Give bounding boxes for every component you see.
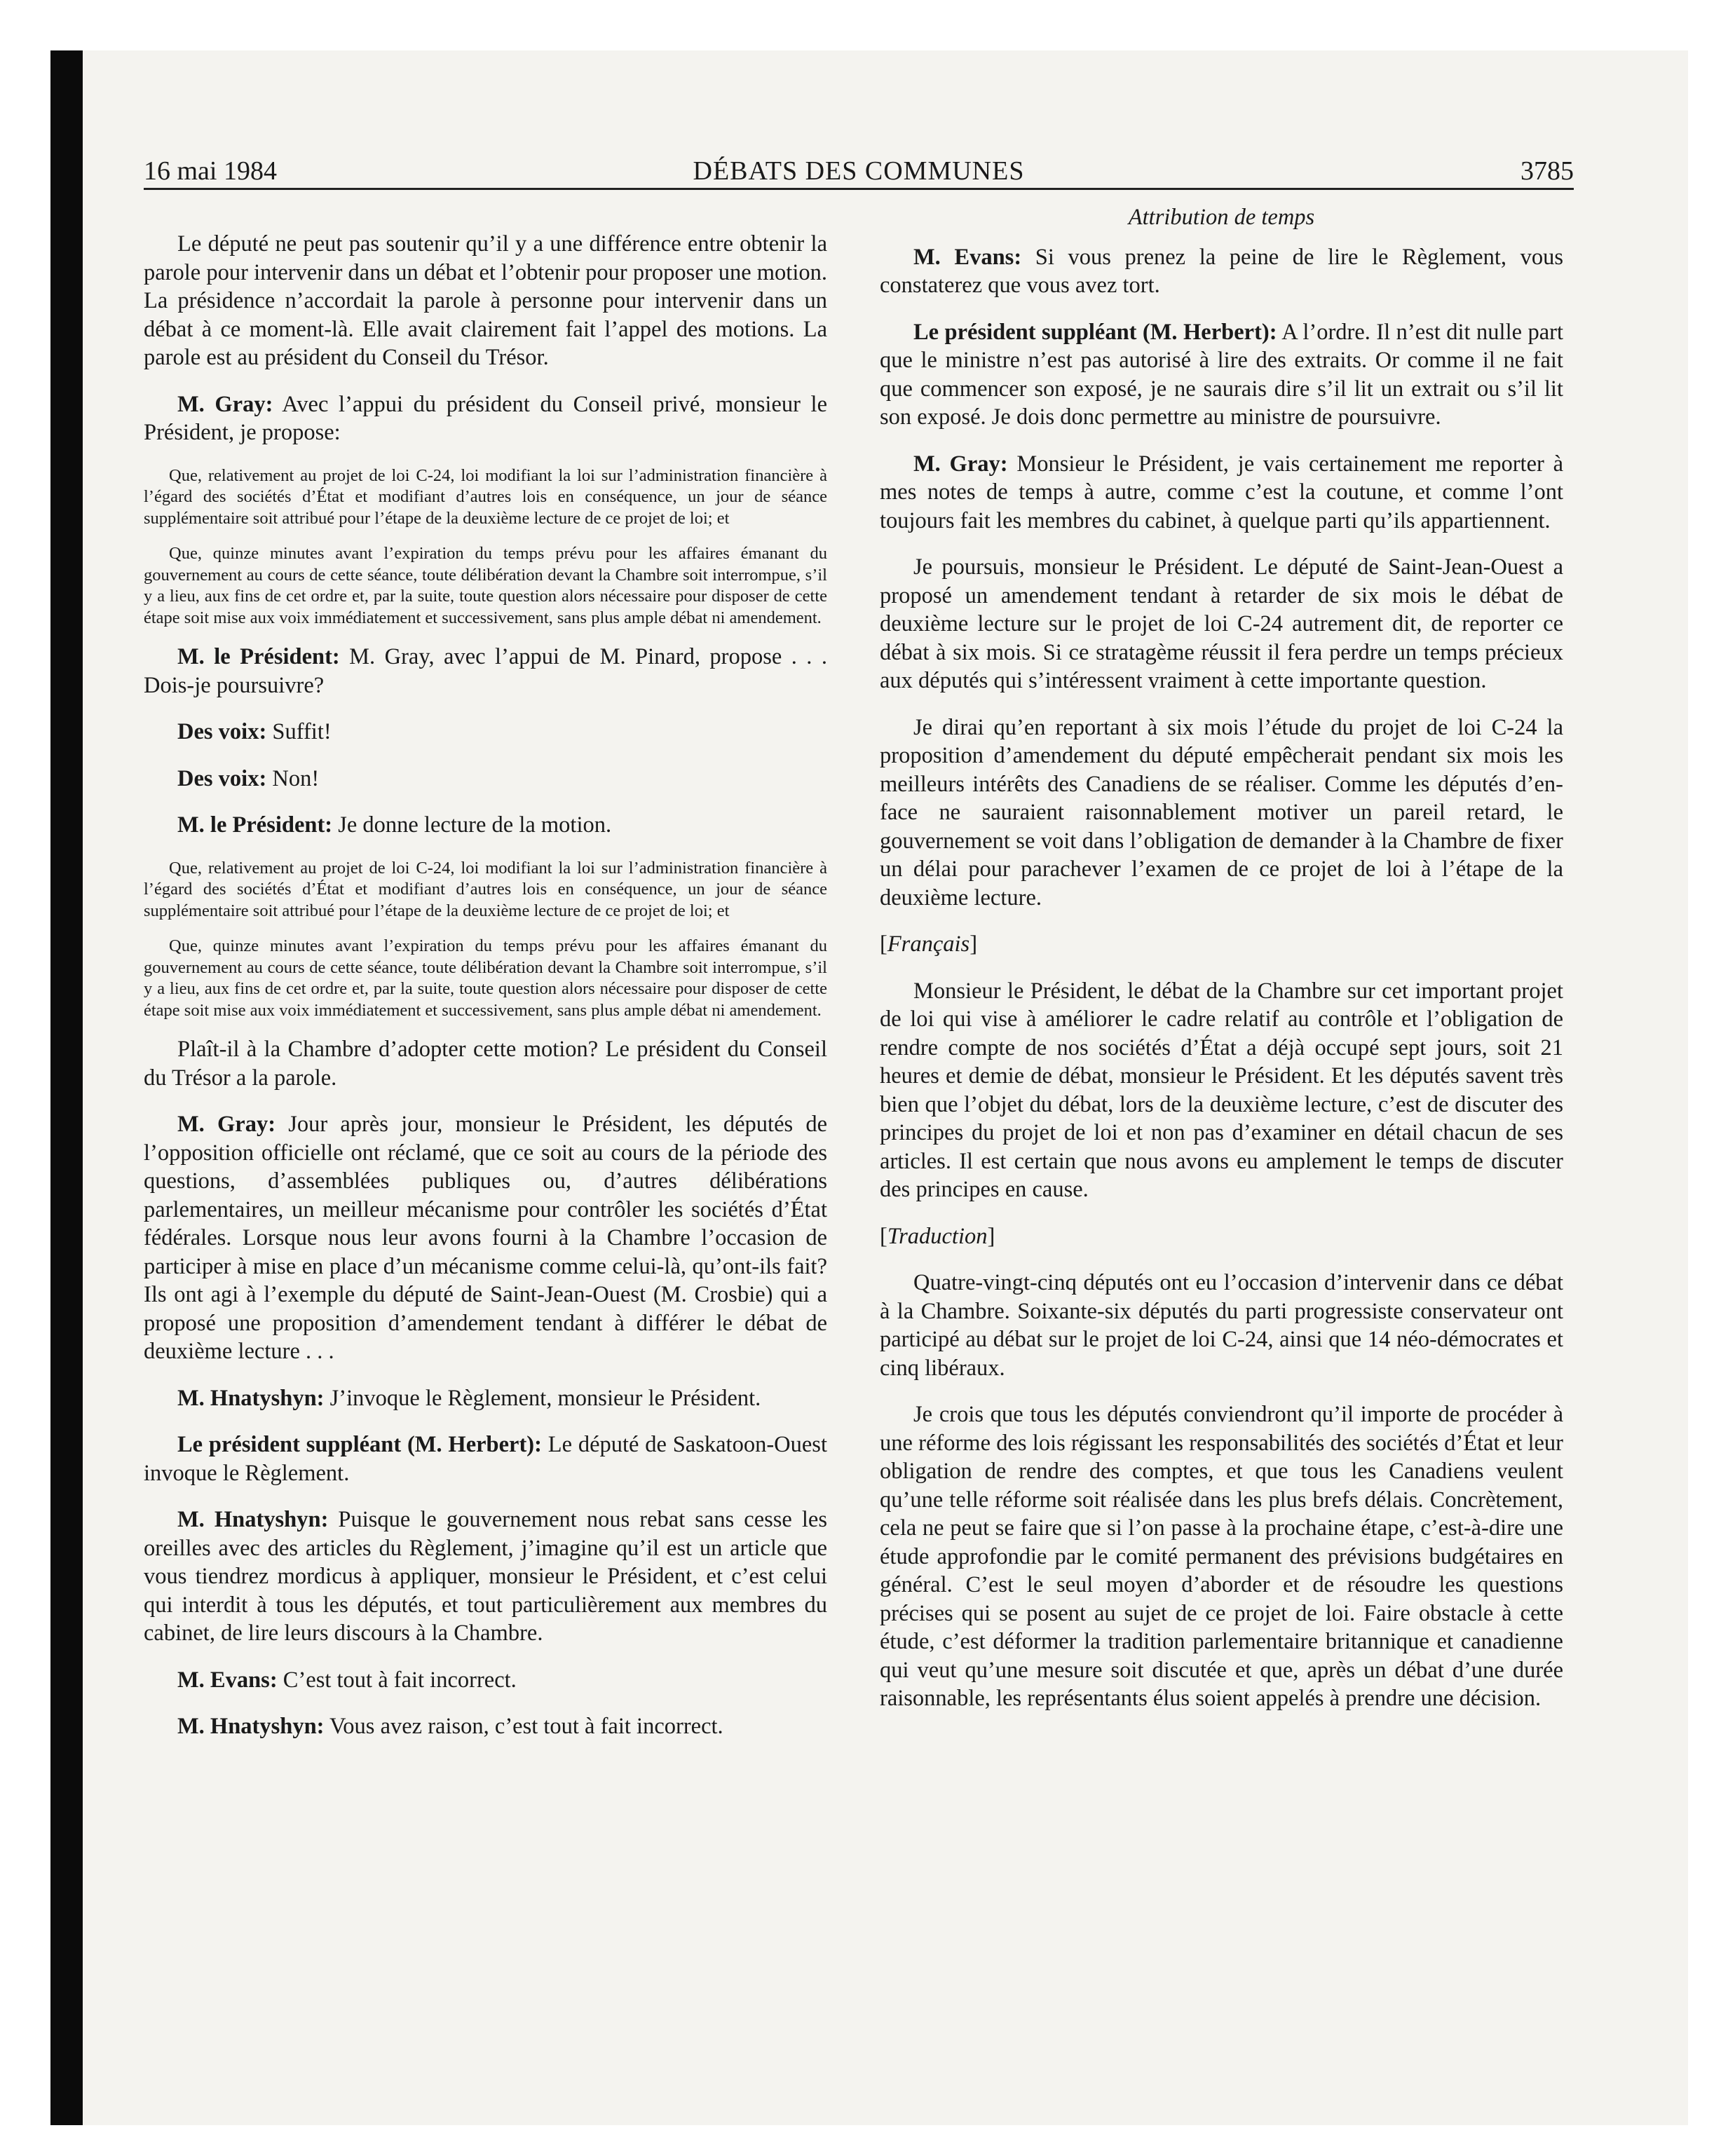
debate-paragraph (144, 230, 827, 372)
motion-text: Que, quinze minutes avant l’expiration du temps prévu pour les affaires émanant du gouvernement au cours de cette séance, toute délibération devant la Chambre soit interrompue, s’il y a lieu, aux fins de cet ordre et, par la suite, toute question alors nécessaire pour disposer de cette étape soit mise aux voix immédiatement et successivement, sans plus ample débat ni amendement. (144, 936, 827, 1020)
debate-paragraph (144, 1712, 827, 1741)
paragraph-text: Quatre-vingt-cinq députés ont eu l’occasion d’intervenir dans ce débat à la Chambre. Soixante-six députés du parti progressiste conservateur ont participé au débat sur le projet de loi C-24, ainsi que 14 néo-démocrates et cinq libéraux. (880, 1270, 1563, 1381)
paragraph-text: Puisque le gouvernement nous rebat sans cesse les oreilles avec des articles du Règlement, j’imagine qu’il est un article que vous tiendrez mordicus à appliquer, monsieur le Président, et c’est celui qui interdit à tous les députés, et tout particulièrement aux membres du cabinet, de lire leurs discours à la Chambre. (144, 1507, 827, 1646)
debate-paragraph (144, 718, 827, 746)
debate-paragraph (880, 1400, 1563, 1713)
paragraph-text: J’invoque le Règlement, monsieur le Président. (324, 1385, 761, 1411)
paragraph-text: Je poursuis, monsieur le Président. Le député de Saint-Jean-Ouest a proposé un amendement tendant à retarder de six mois le débat de deuxième lecture sur le projet de loi C-24 autrement dit, de reporter ce débat à six mois. Si ce stratagème réussit il fera perdre un temps précieux aux députés qui s’intéressent vraiment à cette importante question. (880, 554, 1563, 693)
scan-binding-edge (50, 50, 83, 2125)
paragraph-text: Monsieur le Président, je vais certainement me reporter à mes notes de temps à autre, comme c’est la coutune, et comme l’ont toujours fait les membres du cabinet, à quelque parti qu’ils appartiennent. (880, 451, 1563, 533)
speaker-name: Le président suppléant (M. Herbert): (177, 1432, 542, 1457)
language-marker: [Français] (880, 932, 978, 957)
header-page-number: 3785 (1520, 156, 1574, 186)
paragraph-text: Jour après jour, monsieur le Président, les députés de l’opposition officielle ont réclamé, que ce soit au cours de la période des questions, d’assemblées publiques ou, d’autres délibérations parlementaires, un meilleur mécanisme pour contrôler les sociétés d’État fédérales. Lorsque nous leur avons fourni à la Chambre l’occasion de participer à mise en place d’un mécanisme comme celui-là, qu’ont-ils fait? Ils ont agi à l’exemple du député de Saint-Jean-Ouest (M. Crosbie) qui a proposé une proposition d’amendement tendant à différer le débat de deuxième lecture . . . (144, 1112, 828, 1364)
debate-paragraph (144, 1384, 827, 1413)
speaker-name: M. Gray: (913, 451, 1008, 477)
debate-paragraph (880, 553, 1563, 695)
speaker-name: M. Evans: (177, 1667, 278, 1693)
header-date: 16 mai 1984 (144, 156, 277, 186)
motion-text: Que, quinze minutes avant l’expiration du temps prévu pour les affaires émanant du gouvernement au cours de cette séance, toute délibération devant la Chambre soit interrompue, s’il y a lieu, aux fins de cet ordre et, par la suite, toute question alors nécessaire pour disposer de cette étape soit mise aux voix immédiatement et successivement, sans plus ample débat ni amendement. (144, 544, 827, 627)
left-column-body (144, 230, 827, 1741)
language-marker-label: Traduction (887, 1223, 988, 1249)
paragraph-text: Suffit! (266, 719, 332, 744)
debate-paragraph (880, 1269, 1563, 1382)
paragraph-text: Monsieur le Président, le débat de la Chambre sur cet important projet de loi qui vise à améliorer le cadre relatif au contrôle et l’obligation de rendre compte de nos sociétés d’État a déjà occupé sept jours, soit 21 heures et demie de débat, monsieur le Président. Et les députés savent très bien que l’objet du débat, lors de la deuxième lecture, c’est de discuter des principes du projet de loi et non pas d’examiner en détail chacun de ses articles. Il est certain que nous avons eu amplement le temps de discuter des principes en cause. (880, 978, 1563, 1202)
paragraph-text: A l’ordre. Il n’est dit nulle part que le ministre n’est pas autorisé à lire des extraits. Or comme il ne fait que commencer son exposé, je ne saurais dire s’il lit un extrait ou s’il lit son exposé. Je dois donc permettre au ministre de poursuivre. (880, 319, 1563, 430)
paragraph-text: Je crois que tous les députés conviendront qu’il importe de procéder à une réforme des lois régissant les responsabilités des sociétés d’État et leur obligation de rendre des comptes, et que tous les Canadiens veulent qu’une telle réforme soit réalisée dans les plus brefs délais. Concrètement, cela ne peut se faire que si l’on passe à la prochaine étape, c’est-à-dire une étude approfondie par le comité permanent des prévisions budgétaires en général. C’est le seul moyen d’aborder et de résoudre les questions précises qui se posent au sujet de ce projet de loi. Faire obstacle à cette étude, c’est déformer la tradition parlementaire britannique et canadienne qui veut qu’une mesure soit discutée et que, après un débat d’une durée raisonnable, les représentants élus soient appelés à prendre une décision. (880, 1402, 1563, 1711)
paragraph-text: Vous avez raison, c’est tout à fait incorrect. (324, 1714, 723, 1739)
header-title: DÉBATS DES COMMUNES (693, 156, 1025, 186)
speaker-name: M. Hnatyshyn: (177, 1385, 325, 1411)
section-title: Attribution de temps (1128, 205, 1315, 230)
debate-paragraph (880, 977, 1563, 1204)
debate-paragraph (144, 1035, 827, 1092)
paragraph-text: Non! (266, 765, 320, 791)
debate-paragraph (880, 318, 1563, 432)
paragraph-text: M. Gray, avec l’appui de M. Pinard, propose . . . Dois-je poursuivre? (144, 644, 827, 698)
header-rule (144, 188, 1574, 190)
right-column-body (880, 243, 1563, 1713)
speaker-name: M. Gray: (177, 391, 273, 417)
speaker-name: M. le Président: (177, 644, 340, 669)
debate-paragraph (144, 390, 827, 447)
debate-paragraph (144, 1431, 827, 1487)
right-column (880, 203, 1563, 1731)
paragraph-text: Avec l’appui du président du Conseil privé, monsieur le Président, je propose: (144, 391, 827, 445)
speaker-name: M. Hnatyshyn: (177, 1714, 325, 1739)
debate-paragraph (144, 1110, 827, 1366)
debate-paragraph (144, 1666, 827, 1695)
speaker-name: M. Gray: (177, 1112, 276, 1137)
language-marker-label: Français (887, 932, 970, 957)
speaker-name: Des voix: (177, 719, 267, 744)
speaker-name: M. Evans: (913, 244, 1022, 270)
motion-text: Que, relativement au projet de loi C-24, loi modifiant la loi sur l’administration financière à l’égard des sociétés d’État et modifiant d’autres lois en conséquence, un jour de séance supplémentaire soit attribué pour l’étape de la deuxième lecture de ce projet de loi; et (144, 465, 827, 528)
paragraph-text: Je donne lecture de la motion. (332, 812, 612, 838)
speaker-name: M. le Président: (177, 812, 333, 838)
debate-paragraph (880, 714, 1563, 913)
speaker-name: M. Hnatyshyn: (177, 1507, 329, 1532)
debate-paragraph (144, 765, 827, 793)
left-column-top-space (144, 203, 827, 230)
left-column (144, 203, 827, 1759)
speaker-name: Des voix: (177, 765, 267, 791)
page-header (144, 156, 1574, 188)
paragraph-text: Plaît-il à la Chambre d’adopter cette motion? Le président du Conseil du Trésor a la parole. (144, 1037, 827, 1091)
paragraph-text: Si vous prenez la peine de lire le Règlement, vous constaterez que vous avez tort. (880, 244, 1563, 298)
debate-paragraph (144, 811, 827, 840)
debate-paragraph (880, 450, 1563, 535)
paragraph-text: Le député ne peut pas soutenir qu’il y a une différence entre obtenir la parole pour intervenir dans un débat et l’obtenir pour proposer une motion. La présidence n’accordait la parole à personne pour intervenir dans un débat à ce moment-là. Elle avait clairement fait l’appel des motions. La parole est au président du Conseil du Trésor. (144, 231, 827, 370)
paragraph-text: Je dirai qu’en reportant à six mois l’étude du projet de loi C-24 la proposition d’amendement du député empêcherait pendant six mois les meilleurs intérêts des Canadiens de se réaliser. Comme les députés d’en-face ne sauraient raisonnablement motiver un pareil retard, le gouvernement se voit dans l’obligation de demander à la Chambre de fixer un délai pour parachever l’examen de ce projet de loi à l’étape de la deuxième lecture. (880, 714, 1563, 910)
debate-paragraph (144, 643, 827, 700)
paragraph-text: C’est tout à fait incorrect. (277, 1667, 517, 1693)
speaker-name: Le président suppléant (M. Herbert): (913, 319, 1277, 345)
debate-paragraph (880, 243, 1563, 300)
language-marker: [Traduction] (880, 1223, 995, 1249)
debate-paragraph (144, 1506, 827, 1648)
paragraph-text: Le député de Saskatoon-Ouest invoque le Règlement. (144, 1432, 827, 1486)
motion-text: Que, relativement au projet de loi C-24, loi modifiant la loi sur l’administration financière à l’égard des sociétés d’État et modifiant d’autres lois en conséquence, un jour de séance supplémentaire soit attribué pour l’étape de la deuxième lecture de ce projet de loi; et (144, 858, 827, 920)
